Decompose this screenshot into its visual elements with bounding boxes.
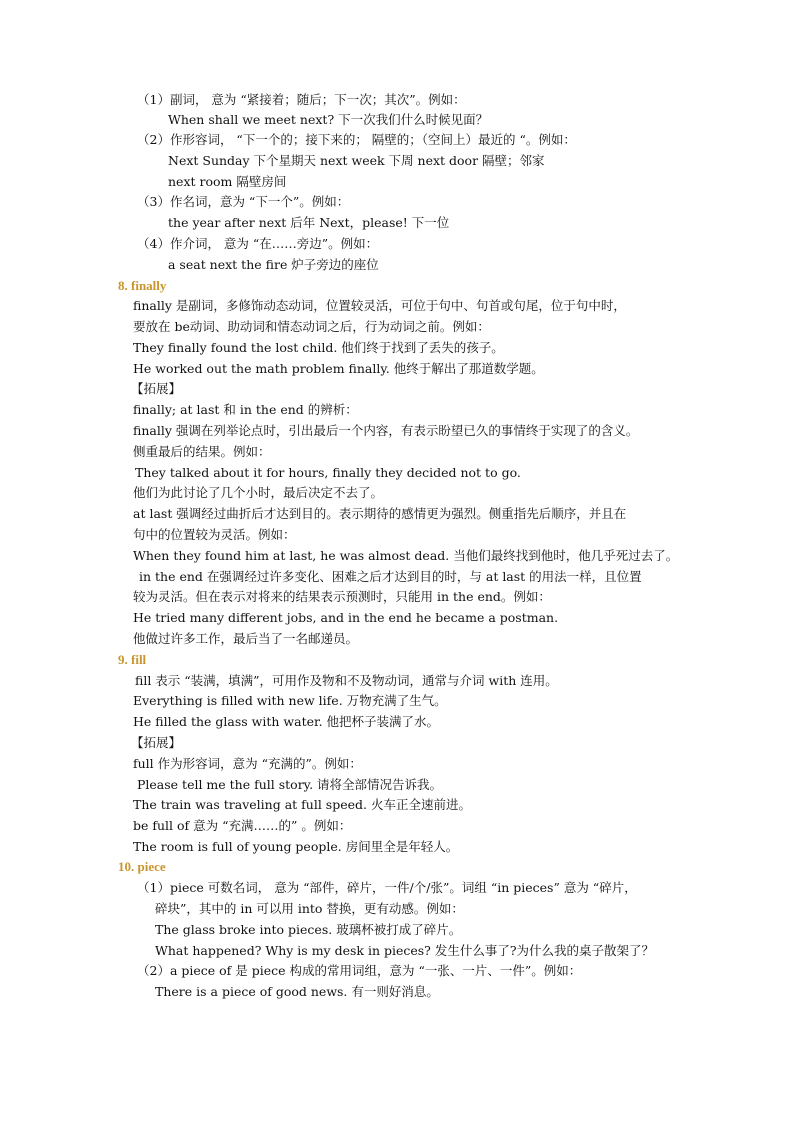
text-line: Next Sunday 下个星期天 next week 下周 next door 隔壁；邻家: [168, 153, 545, 168]
text-line: at last 强调经过曲折后才达到目的。表示期待的感情更为强烈。侧重指先后顺序，并且在: [133, 506, 627, 521]
text-line: be full of 意为 “充满……的” 。例如：: [133, 818, 352, 833]
text-line: 【拓展】: [131, 381, 182, 396]
text-line: The room is full of young people. 房间里全是年轻人。: [133, 839, 459, 854]
text-line: The train was traveling at full speed. 火车正全速前进。: [133, 797, 471, 812]
text-line: He tried many different jobs, and in the end he became a postman.: [133, 610, 559, 625]
text-line: 他做过许多工作，最后当了一名邮递员。: [133, 631, 359, 646]
text-line: There is a piece of good news. 有一则好消息。: [155, 984, 439, 999]
text-line: He filled the glass with water. 他把杯子装满了水。: [133, 714, 440, 729]
text-line: 侧重最后的结果。例如：: [133, 444, 271, 459]
text-line: the year after next 后年 Next，please! 下一位: [168, 215, 450, 230]
text-line: 碎块”，其中的 in 可以用 into 替换，更有动感。例如：: [155, 901, 464, 916]
text-line: （2）a piece of 是 piece 构成的常用词组，意为 “一张、一片、一件”。例如：: [137, 963, 582, 978]
text-line: They talked about it for hours, finally they decided not to go.: [135, 465, 521, 480]
section-heading: 9. fill: [118, 652, 147, 667]
text-line: （4）作介词， 意为 “在……旁边”。例如：: [137, 236, 379, 251]
section-heading: 8. finally: [118, 278, 167, 293]
text-line: in the end 在强调经过许多变化、困难之后才达到目的时，与 at last 的用法一样，且位置: [139, 569, 642, 584]
text-line: They finally found the lost child. 他们终于找到了丢失的孩子。: [133, 340, 504, 355]
text-line: a seat next the fire 炉子旁边的座位: [168, 257, 379, 272]
text-line: He worked out the math problem finally. 他终于解出了那道数学题。: [133, 361, 544, 376]
text-line: 句中的位置较为灵活。例如：: [133, 527, 296, 542]
text-line: When shall we meet next? 下一次我们什么时候见面？: [168, 112, 489, 127]
text-line: 较为灵活。但在表示对将来的结果表示预测时，只能用 in the end。例如：: [133, 589, 551, 604]
text-line: The glass broke into pieces. 玻璃杯被打成了碎片。: [155, 922, 462, 937]
text-line: fill 表示 “装满，填满”，可用作及物和不及物动词，通常与介词 with 连用。: [135, 673, 558, 688]
text-line: （3）作名词，意为 “下一个”。例如：: [137, 194, 350, 209]
text-line: What happened? Why is my desk in pieces? 发生什么事了?为什么我的桌子散架了？: [155, 943, 655, 958]
text-line: full 作为形容词，意为 “充满的”。例如：: [133, 756, 362, 771]
text-line: When they found him at last, he was almost dead. 当他们最终找到他时，他几乎死过去了。: [133, 548, 679, 563]
section-heading: 10. piece: [118, 859, 166, 874]
text-line: finally 是副词，多修饰动态动词，位置较灵活，可位于句中、句首或句尾，位于句中时，: [133, 298, 626, 313]
text-line: （2）作形容词， “下一个的；接下来的； 隔壁的；（空间上）最近的 “。例如：: [137, 132, 576, 147]
text-line: finally 强调在列举论点时，引出最后一个内容，有表示盼望已久的事情终于实现了的含义。: [133, 423, 639, 438]
text-line: next room 隔壁房间: [168, 174, 287, 189]
text-line: Everything is filled with new life. 万物充满了生气。: [133, 693, 447, 708]
text-line: 【拓展】: [131, 735, 182, 750]
text-line: 要放在 be动词、助动词和情态动词之后，行为动词之前。例如：: [133, 319, 490, 334]
text-line: finally; at last 和 in the end 的辨析：: [133, 402, 358, 417]
text-line: Please tell me the full story. 请将全部情况告诉我。: [137, 777, 443, 792]
text-line: （1）piece 可数名词， 意为 “部件，碎片，一件/个/张”。词组 “in pieces” 意为 “碎片，: [137, 880, 637, 895]
text-line: （1）副词， 意为 “紧接着；随后；下一次；其次”。例如：: [137, 92, 466, 107]
text-line: 他们为此讨论了几个小时，最后决定不去了。: [133, 485, 384, 500]
